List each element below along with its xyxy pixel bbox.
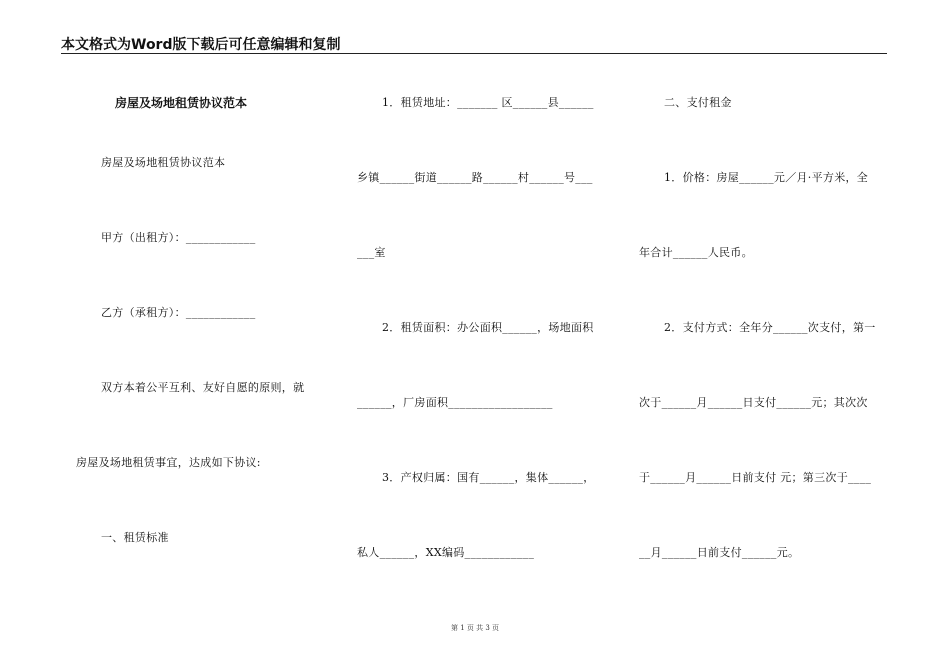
document-banner: 本文格式为Word版下载后可任意编辑和复制: [61, 37, 341, 53]
col2-line: 私人______，XX编码____________: [357, 546, 535, 559]
col1-line: 一、租赁标准: [101, 531, 169, 544]
col3-line: 1．价格：房屋______元／月·平方米，全: [664, 171, 869, 184]
page-number: 第 1 页 共 3 页: [450, 624, 500, 632]
col1-line: 房屋及场地租赁协议范本: [101, 156, 226, 169]
col3-line: 于______月______日前支付 元；第三次于____: [639, 471, 872, 484]
col3-line: 年合计______人民币。: [639, 246, 753, 259]
col1-line: 乙方（承租方）：____________: [101, 306, 256, 319]
header-divider: [61, 53, 887, 54]
col1-line: 双方本着公平互利、友好自愿的原则，就: [101, 381, 305, 394]
col3-line: 2．支付方式：全年分______次支付，第一: [664, 321, 876, 334]
col2-line: 3．产权归属：国有______，集体______，: [382, 471, 595, 484]
col3-line: 二、支付租金: [664, 96, 732, 109]
col3-line: 次于______月______日支付______元；其次次: [639, 396, 868, 409]
document-title: 房屋及场地租赁协议范本: [115, 96, 248, 110]
col2-line: 2．租赁面积：办公面积______，场地面积: [382, 321, 594, 334]
col3-line: __月______日前支付______元。: [639, 546, 800, 559]
col2-line: ___室: [357, 246, 386, 259]
col2-line: 1．租赁地址：_______ 区______县______: [382, 96, 594, 109]
col1-line: 房屋及场地租赁事宜，达成如下协议:: [76, 456, 261, 469]
col1-line: 甲方（出租方）：____________: [101, 231, 256, 244]
col2-line: 乡镇______街道______路______村______号___: [357, 171, 593, 184]
col2-line: ______，厂房面积__________________: [357, 396, 553, 409]
